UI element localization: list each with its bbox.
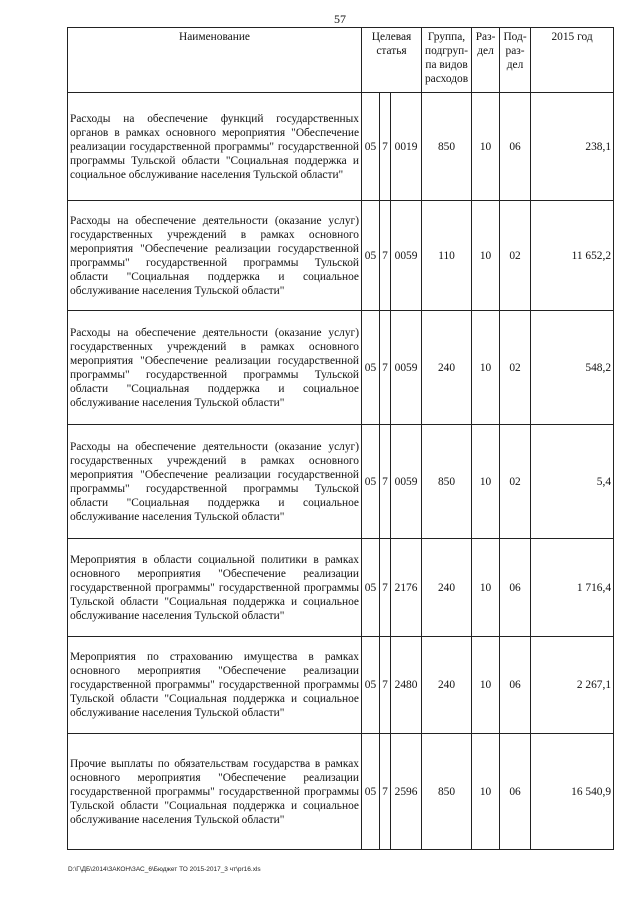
target-part3: 2176 [391, 539, 422, 637]
group-code: 850 [422, 425, 472, 539]
subsection-code: 02 [500, 201, 531, 311]
target-part2: 7 [380, 539, 391, 637]
section-code: 10 [472, 201, 500, 311]
amount-2015: 5,4 [531, 425, 614, 539]
table-row [68, 425, 614, 539]
target-part1: 05 [362, 311, 380, 425]
group-code: 850 [422, 93, 472, 201]
table-header-row [68, 28, 614, 93]
target-part1: 05 [362, 734, 380, 850]
group-code: 110 [422, 201, 472, 311]
section-code: 10 [472, 539, 500, 637]
target-part2: 7 [380, 201, 391, 311]
row-name: Расходы на обеспечение деятельности (оказание услуг) государственных учреждений в рамках основного мероприятия "Обеспечение реализации государственной программы" государственной программы Тульской области "Социальная поддержка и социальное обслуживание населения Тульской области" [68, 311, 362, 425]
row-name: Расходы на обеспечение деятельности (оказание услуг) государственных учреждений в рамках основного мероприятия "Обеспечение реализации государственной программы" государственной программы Тульской области "Социальная поддержка и социальное обслуживание населения Тульской области" [68, 425, 362, 539]
subsection-code: 02 [500, 425, 531, 539]
row-name: Прочие выплаты по обязательствам государства в рамках основного мероприятия "Обеспечение реализации государственной программы" государственной программы Тульской области "Социальная поддержка и социальное обслуживание населения Тульской области" [68, 734, 362, 850]
table-row [68, 637, 614, 734]
table-row [68, 311, 614, 425]
header-target: Целевая статья [362, 28, 422, 93]
header-name: Наименование [68, 28, 362, 93]
section-code: 10 [472, 734, 500, 850]
row-name: Расходы на обеспечение деятельности (оказание услуг) государственных учреждений в рамках основного мероприятия "Обеспечение реализации государственной программы" государственной программы Тульской области "Социальная поддержка и социальное обслуживание населения Тульской области" [68, 201, 362, 311]
page-number: 57 [334, 12, 346, 26]
table-row [68, 734, 614, 850]
target-part2: 7 [380, 311, 391, 425]
target-part1: 05 [362, 425, 380, 539]
group-code: 240 [422, 311, 472, 425]
target-part3: 0059 [391, 201, 422, 311]
target-part1: 05 [362, 201, 380, 311]
subsection-code: 06 [500, 93, 531, 201]
header-subsection: Под-раз-дел [500, 28, 531, 93]
budget-table [67, 27, 614, 850]
table-row [68, 93, 614, 201]
target-part2: 7 [380, 93, 391, 201]
target-part3: 0059 [391, 311, 422, 425]
target-part3: 0019 [391, 93, 422, 201]
header-group: Группа, подгруп-па видов расходов [422, 28, 472, 93]
subsection-code: 06 [500, 734, 531, 850]
table-row [68, 201, 614, 311]
subsection-code: 02 [500, 311, 531, 425]
amount-2015: 548,2 [531, 311, 614, 425]
amount-2015: 2 267,1 [531, 637, 614, 734]
group-code: 240 [422, 539, 472, 637]
row-name: Мероприятия в области социальной политики в рамках основного мероприятия "Обеспечение реализации государственной программы" государственной программы Тульской области "Социальная поддержка и социальное обслуживание населения Тульской области" [68, 539, 362, 637]
file-path-footer: D:\Г\ДБ\2014\ЗАКОН\ЗАС_6\Бюджет ТО 2015-2017_3 чт\pr16.xls [68, 866, 261, 873]
subsection-code: 06 [500, 539, 531, 637]
section-code: 10 [472, 637, 500, 734]
target-part1: 05 [362, 93, 380, 201]
target-part3: 2480 [391, 637, 422, 734]
amount-2015: 1 716,4 [531, 539, 614, 637]
group-code: 850 [422, 734, 472, 850]
target-part1: 05 [362, 539, 380, 637]
target-part2: 7 [380, 425, 391, 539]
amount-2015: 16 540,9 [531, 734, 614, 850]
target-part3: 2596 [391, 734, 422, 850]
header-year: 2015 год [531, 28, 614, 93]
section-code: 10 [472, 93, 500, 201]
subsection-code: 06 [500, 637, 531, 734]
target-part3: 0059 [391, 425, 422, 539]
amount-2015: 11 652,2 [531, 201, 614, 311]
target-part1: 05 [362, 637, 380, 734]
row-name: Расходы на обеспечение функций государственных органов в рамках основного мероприятия "Обеспечение реализации государственной программы" государственной программы Тульской области "Социальная поддержка и социальное обслуживание населения Тульской области" [68, 93, 362, 201]
table-row [68, 539, 614, 637]
target-part2: 7 [380, 734, 391, 850]
section-code: 10 [472, 425, 500, 539]
group-code: 240 [422, 637, 472, 734]
target-part2: 7 [380, 637, 391, 734]
amount-2015: 238,1 [531, 93, 614, 201]
section-code: 10 [472, 311, 500, 425]
row-name: Мероприятия по страхованию имущества в рамках основного мероприятия "Обеспечение реализации государственной программы" государственной программы Тульской области "Социальная поддержка и социальное обслуживание населения Тульской области" [68, 637, 362, 734]
header-section: Раз-дел [472, 28, 500, 93]
